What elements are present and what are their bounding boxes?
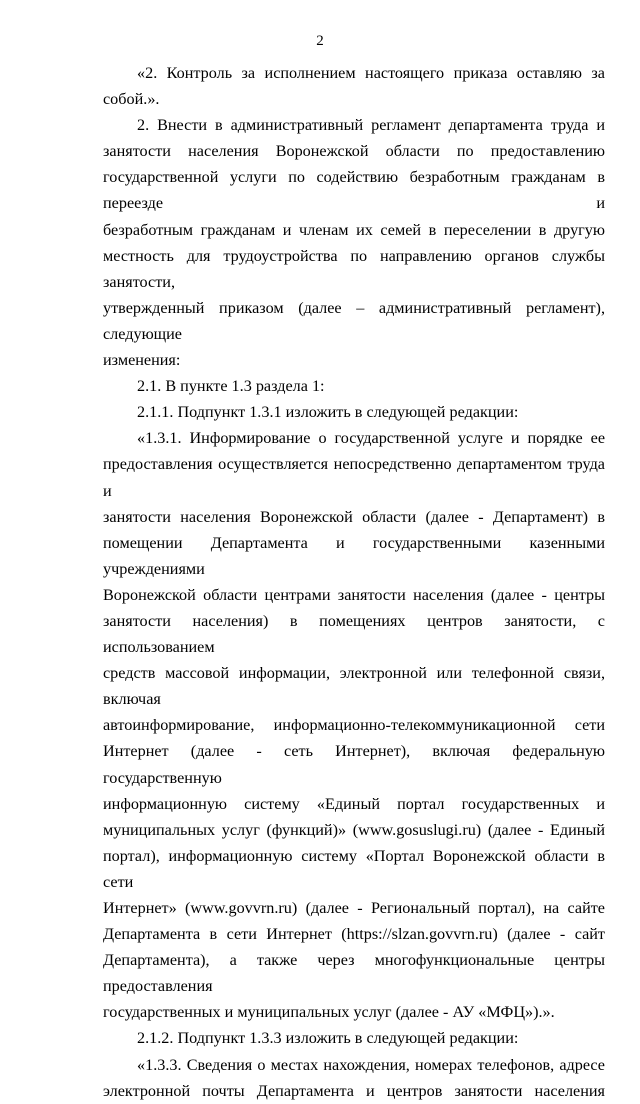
text-line: государственной услуги по содействию безработным гражданам в переезде и [103, 168, 605, 213]
text-line: изменения: [103, 351, 181, 370]
text-line: 2.1. В пункте 1.3 раздела 1: [137, 377, 325, 396]
text-line: занятости населения Воронежской области (далее - Департамент) в [103, 507, 605, 526]
text-line: «1.3.1. Информирование о государственной услуге и порядке ее [137, 429, 605, 448]
text-line: безработным гражданам и членам их семей в переселении в другую [103, 220, 605, 239]
text-line: занятости населения Воронежской области по предоставлению [103, 142, 605, 161]
text-line: 2.1.1. Подпункт 1.3.1 изложить в следующей редакции: [137, 403, 519, 422]
text-line: Департамента в сети Интернет (https://slzan.govvrn.ru) (далее - сайт [103, 925, 605, 944]
text-line: помещении Департамента и государственными казенными учреждениями [103, 533, 605, 578]
text-line: информационную систему «Единый портал государственных и [103, 794, 605, 813]
text-line: Интернет» (www.govvrn.ru) (далее - Региональный портал), на сайте [103, 899, 605, 917]
text-line: Воронежской области центрами занятости населения (далее - центры [103, 585, 605, 604]
text-line: электронной почты Департамента и центров занятости населения [103, 1081, 605, 1100]
text-line: Интернет (далее - сеть Интернет), включая федеральную государственную [103, 742, 605, 787]
page-number: 2 [316, 33, 324, 49]
text-line: местность для трудоустройства по направлению органов службы занятости, [103, 246, 605, 291]
text-line: «2. Контроль за исполнением настоящего приказа оставляю за собой.». [103, 64, 605, 109]
text-line: Департамента), а также через многофункциональные центры предоставления [103, 951, 605, 996]
text-line: 2. Внести в административный регламент департамента труда и [137, 116, 605, 135]
text-line: портал), информационную систему «Портал Воронежской области в сети [103, 846, 605, 891]
text-line: муниципальных услуг (функций)» (www.gosuslugi.ru) (далее - Единый [103, 820, 605, 839]
text-line: государственных и муниципальных услуг (далее - АУ «МФЦ»).». [103, 1003, 555, 1022]
document-body [103, 60, 605, 1104]
text-line: автоинформирование, информационно-телекоммуникационной сети [103, 716, 605, 735]
text-line: 2.1.2. Подпункт 1.3.3 изложить в следующей редакции: [137, 1029, 519, 1048]
text-line: предоставления осуществляется непосредственно департаментом труда и [103, 455, 605, 500]
text-line: «1.3.3. Сведения о местах нахождения, номерах телефонов, адресе [137, 1055, 605, 1074]
text-line: утвержденный приказом (далее – административный регламент), следующие [103, 298, 605, 343]
text-line: средств массовой информации, электронной или телефонной связи, включая [103, 664, 605, 709]
text-line: занятости населения) в помещениях центров занятости, с использованием [103, 611, 605, 657]
